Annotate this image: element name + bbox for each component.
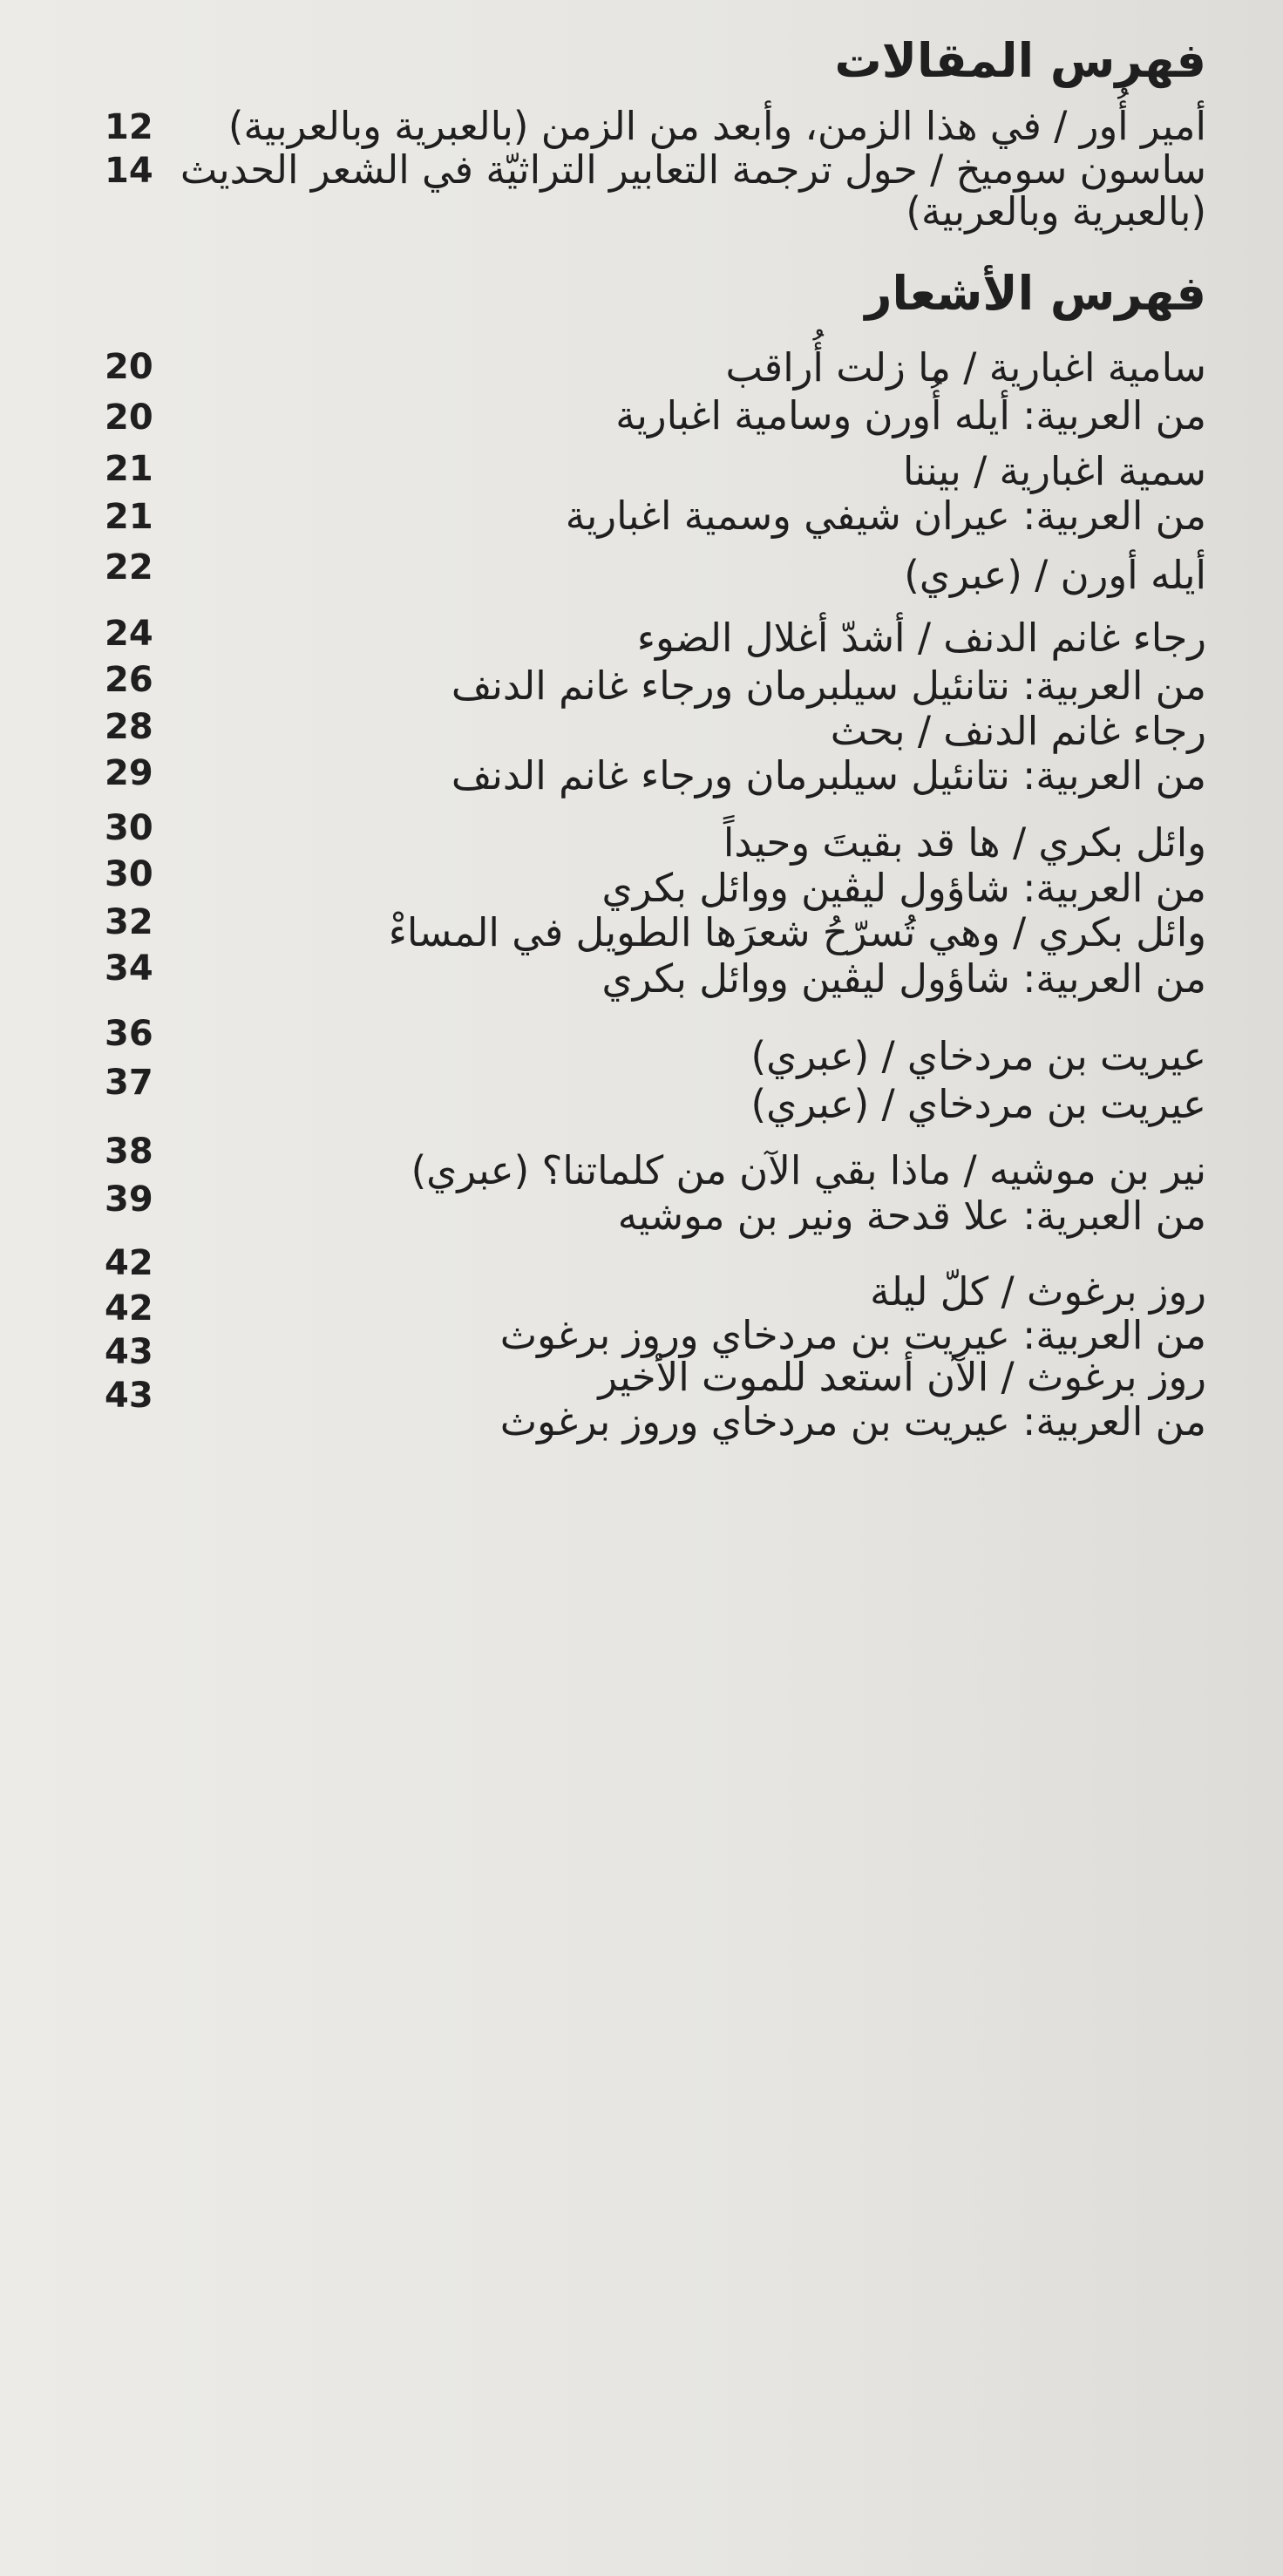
poem-entry-text: من العبرية: علا قدحة ونير بن موشيه <box>617 1193 1206 1239</box>
poem-entry-text: من العربية: نتانئيل سيلبرمان ورجاء غانم الدنف <box>451 663 1206 709</box>
poem-entry-page: 22 <box>105 547 153 588</box>
poem-entry-text: رجاء غانم الدنف / بحث <box>830 708 1206 754</box>
poem-entry-page: 21 <box>105 497 153 537</box>
article-entry-text: (بالعبرية وبالعربية) <box>906 188 1206 234</box>
poem-entry-page: 34 <box>105 948 153 989</box>
poem-entry-text: أيله أورن / (عبري) <box>904 552 1206 598</box>
poem-entry-text: روز برغوث / الآن أستعد للموت الأخير <box>598 1354 1206 1400</box>
poem-entry-page: 43 <box>105 1376 153 1416</box>
poem-entry-page: 43 <box>105 1332 153 1372</box>
poem-entry-page: 37 <box>105 1063 153 1103</box>
poem-entry-text: رجاء غانم الدنف / أشدّ أغلال الضوء <box>636 615 1206 661</box>
article-entry-page: 14 <box>105 151 153 191</box>
articles-index-heading: فهرس المقالات <box>834 33 1206 88</box>
poem-entry-text: وائل بكري / وهي تُسرّحُ شعرَها الطويل في المساءْ <box>388 909 1206 955</box>
poem-entry-text: سمية اغبارية / بيننا <box>902 448 1206 494</box>
poem-entry-text: من العربية: عيريت بن مردخاي وروز برغوث <box>499 1398 1206 1444</box>
poem-entry-page: 42 <box>105 1288 153 1329</box>
poem-entry-text: عيريت بن مردخاي / (عبري) <box>750 1033 1206 1079</box>
poem-entry-text: من العربية: شاؤول ليڤين ووائل بكري <box>601 865 1206 911</box>
poem-entry-page: 39 <box>105 1179 153 1220</box>
poem-entry-page: 28 <box>105 707 153 747</box>
poem-entry-page: 20 <box>105 347 153 387</box>
poem-entry-text: روز برغوث / كلّ ليلة <box>870 1268 1206 1315</box>
poem-entry-text: عيريت بن مردخاي / (عبري) <box>750 1081 1206 1127</box>
article-entry-page: 12 <box>105 107 153 147</box>
poem-entry-page: 26 <box>105 660 153 700</box>
poem-entry-page: 24 <box>105 614 153 654</box>
poem-entry-text: سامية اغبارية / ما زلت أُراقب <box>725 344 1206 391</box>
article-entry-text: ساسون سوميخ / حول ترجمة التعابير التراثيّة في الشعر الحديث <box>180 146 1206 193</box>
poem-entry-page: 38 <box>105 1132 153 1172</box>
poem-entry-text: من العربية: عيريت بن مردخاي وروز برغوث <box>499 1312 1206 1358</box>
poems-index-heading: فهرس الأشعار <box>865 266 1206 321</box>
poem-entry-text: من العربية: شاؤول ليڤين ووائل بكري <box>601 955 1206 1002</box>
poem-entry-text: من العربية: عيران شيفي وسمية اغبارية <box>565 493 1206 539</box>
poem-entry-page: 32 <box>105 902 153 942</box>
poem-entry-page: 42 <box>105 1243 153 1283</box>
poem-entry-page: 30 <box>105 808 153 848</box>
poem-entry-text: نير بن موشيه / ماذا بقي الآن من كلماتنا؟ (عبري) <box>411 1147 1206 1193</box>
poem-entry-page: 29 <box>105 753 153 793</box>
poem-entry-text: من العربية: أيله أُورن وسامية اغبارية <box>615 392 1206 438</box>
poem-entry-page: 20 <box>105 398 153 438</box>
poem-entry-page: 36 <box>105 1014 153 1054</box>
poem-entry-text: من العربية: نتانئيل سيلبرمان ورجاء غانم الدنف <box>451 752 1206 799</box>
poem-entry-page: 30 <box>105 854 153 894</box>
poem-entry-page: 21 <box>105 449 153 489</box>
poem-entry-text: وائل بكري / ها قد بقيتَ وحيداً <box>723 819 1206 866</box>
article-entry-text: أمير أُور / في هذا الزمن، وأبعد من الزمن (بالعبرية وبالعربية) <box>227 103 1206 149</box>
